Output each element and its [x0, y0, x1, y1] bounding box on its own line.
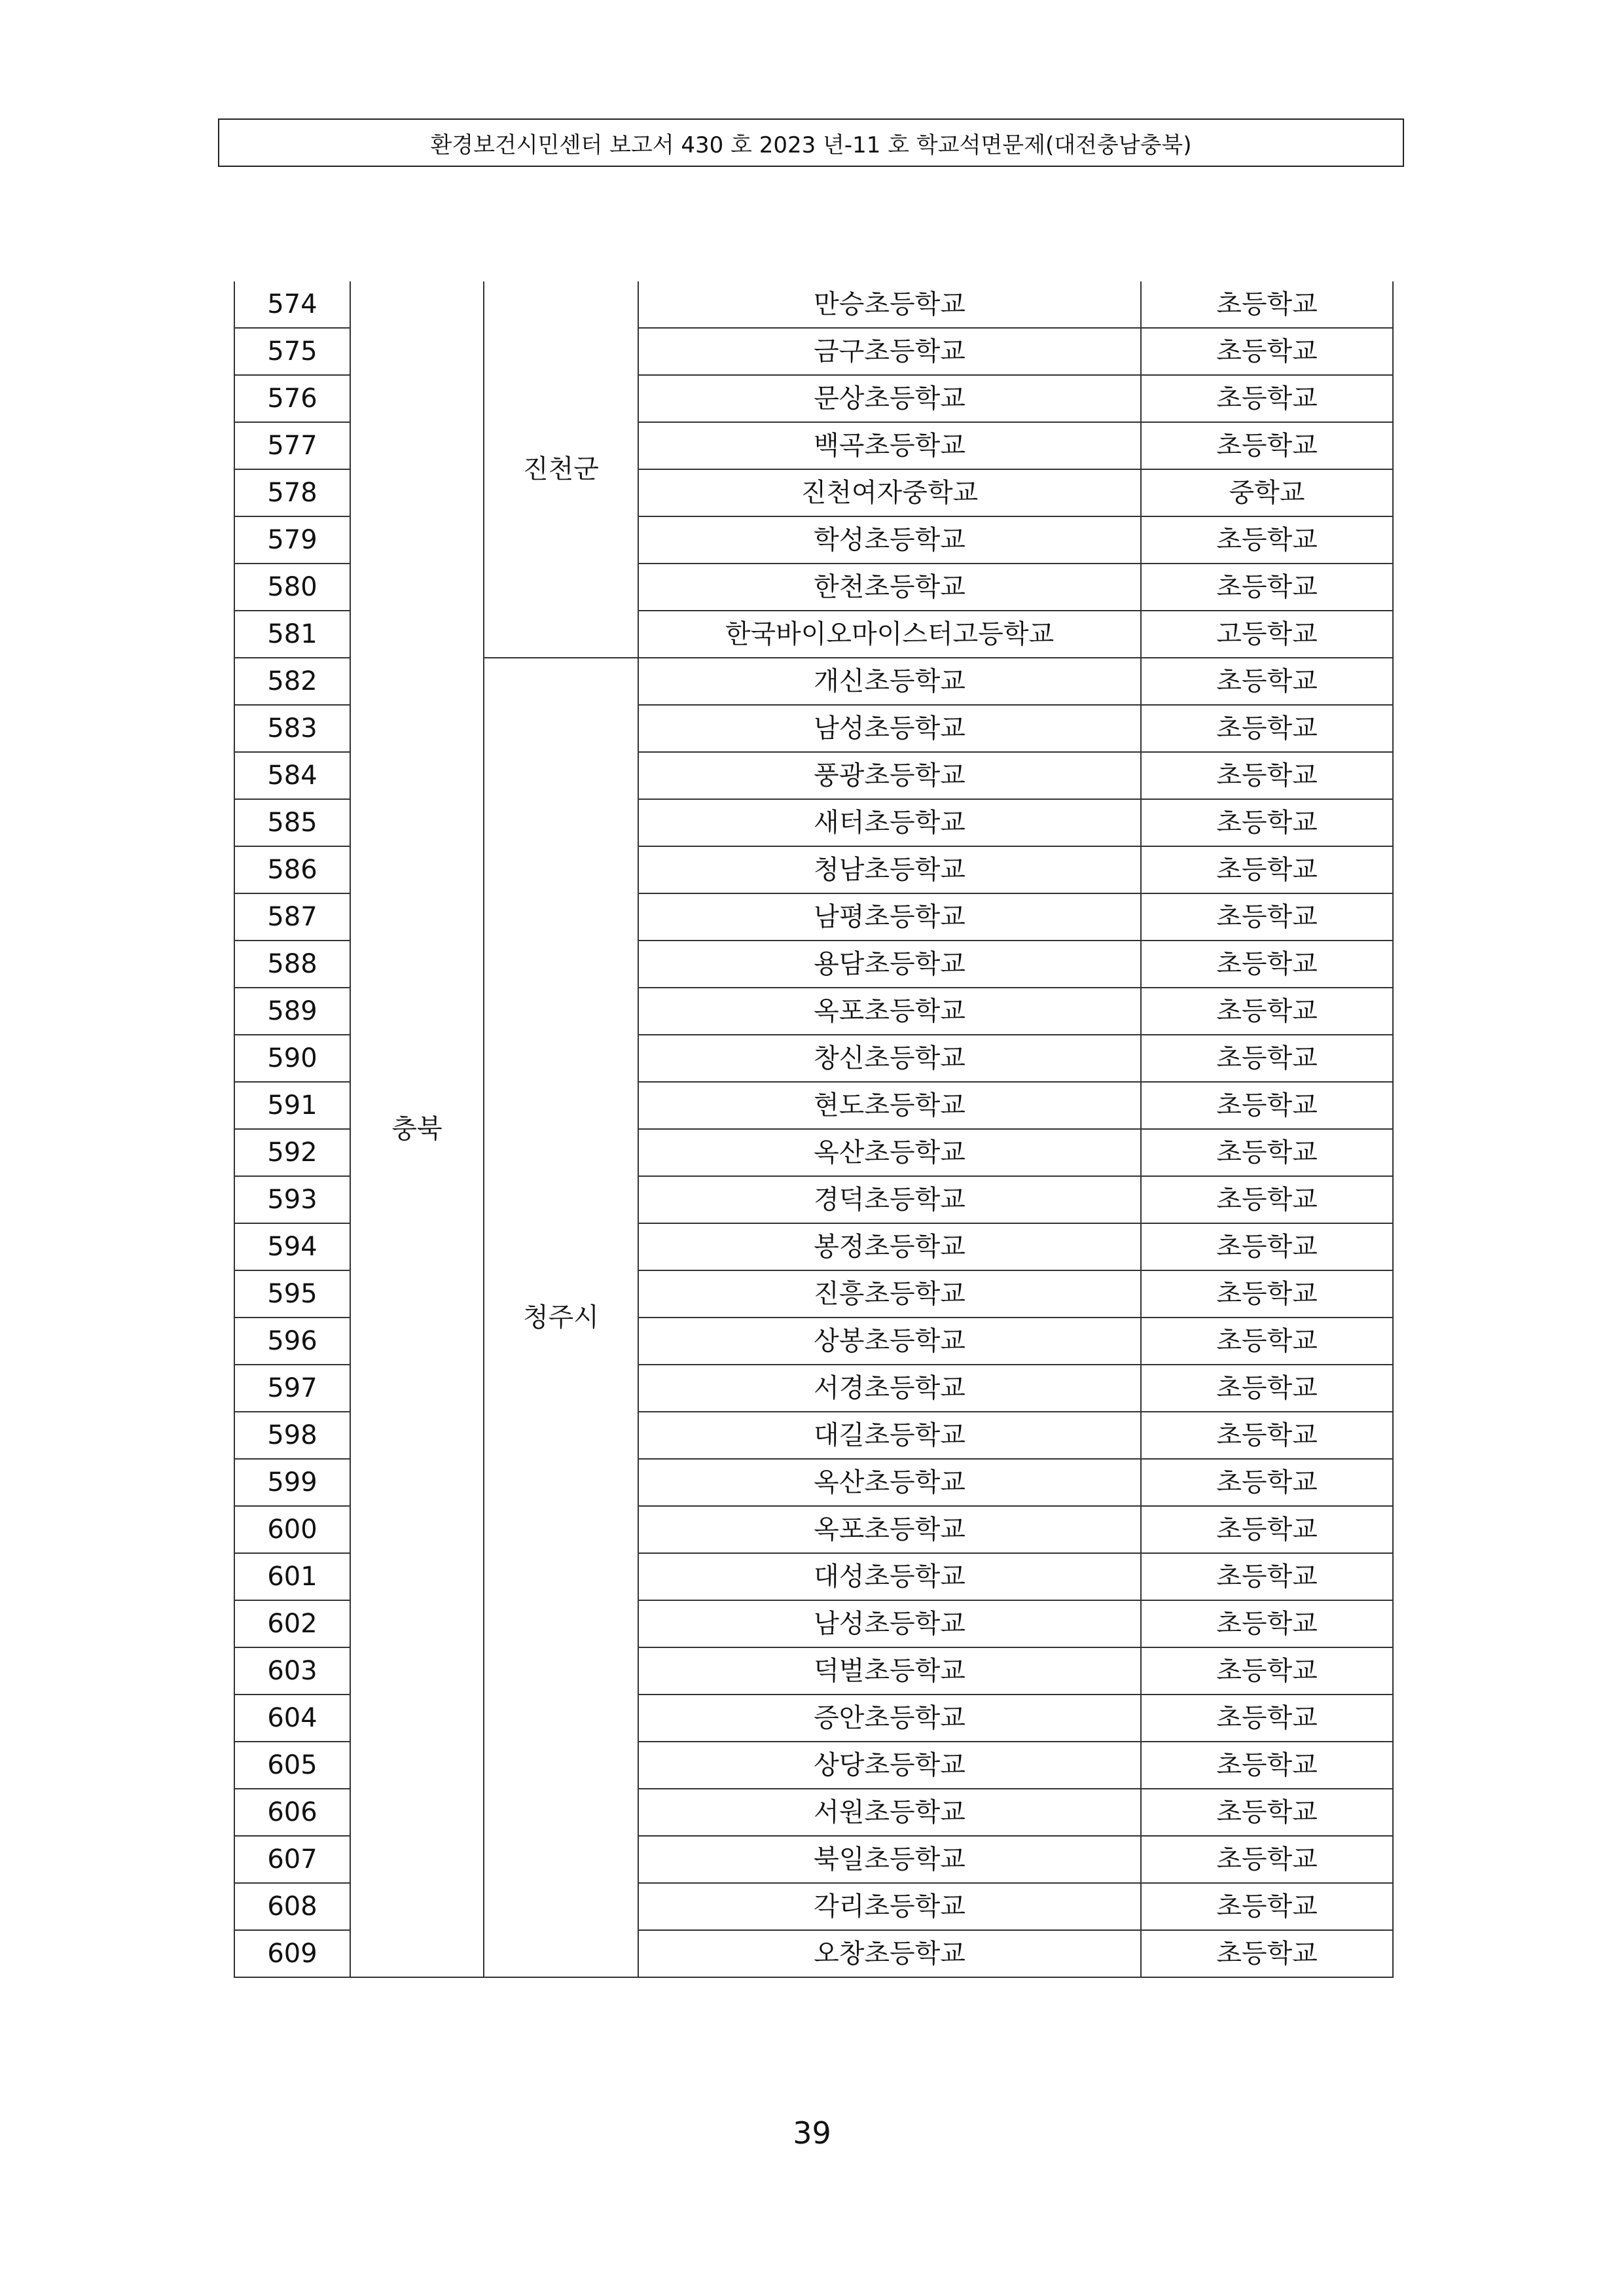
school-type-cell: 초등학교	[1141, 1223, 1393, 1270]
school-type-cell: 초등학교	[1141, 1836, 1393, 1883]
school-type-cell: 초등학교	[1141, 1365, 1393, 1412]
school-name-cell: 덕벌초등학교	[638, 1647, 1141, 1695]
school-name-cell: 한천초등학교	[638, 564, 1141, 611]
school-type-cell: 초등학교	[1141, 516, 1393, 564]
row-number-cell: 587	[234, 893, 350, 941]
school-type-cell: 초등학교	[1141, 658, 1393, 705]
school-name-cell: 증안초등학교	[638, 1695, 1141, 1742]
school-type-cell: 초등학교	[1141, 1930, 1393, 1977]
row-number-cell: 607	[234, 1836, 350, 1883]
school-name-cell: 옥포초등학교	[638, 988, 1141, 1035]
school-name-cell: 진흥초등학교	[638, 1270, 1141, 1318]
school-name-cell: 현도초등학교	[638, 1082, 1141, 1129]
row-number-cell: 606	[234, 1789, 350, 1836]
table-row	[234, 281, 1393, 328]
row-number-cell: 574	[234, 281, 350, 328]
row-number-cell: 578	[234, 469, 350, 516]
school-type-cell: 초등학교	[1141, 1883, 1393, 1930]
row-number-cell: 589	[234, 988, 350, 1035]
row-number-cell: 599	[234, 1459, 350, 1506]
school-name-cell: 각리초등학교	[638, 1883, 1141, 1930]
school-name-cell: 오창초등학교	[638, 1930, 1141, 1977]
school-type-cell: 초등학교	[1141, 1789, 1393, 1836]
row-number-cell: 580	[234, 564, 350, 611]
school-name-cell: 백곡초등학교	[638, 422, 1141, 469]
row-number-cell: 592	[234, 1129, 350, 1176]
school-type-cell: 초등학교	[1141, 1318, 1393, 1365]
row-number-cell: 594	[234, 1223, 350, 1270]
row-number-cell: 600	[234, 1506, 350, 1553]
page-number: 39	[793, 2115, 831, 2151]
school-name-cell: 남성초등학교	[638, 705, 1141, 752]
school-type-cell: 초등학교	[1141, 941, 1393, 988]
school-type-cell: 초등학교	[1141, 375, 1393, 422]
school-type-cell: 초등학교	[1141, 846, 1393, 893]
row-number-cell: 597	[234, 1365, 350, 1412]
school-type-cell: 초등학교	[1141, 281, 1393, 328]
school-name-cell: 만승초등학교	[638, 281, 1141, 328]
row-number-cell: 605	[234, 1742, 350, 1789]
school-type-cell: 초등학교	[1141, 422, 1393, 469]
school-name-cell: 상당초등학교	[638, 1742, 1141, 1789]
school-table	[234, 281, 1394, 1978]
school-name-cell: 경덕초등학교	[638, 1176, 1141, 1223]
row-number-cell: 593	[234, 1176, 350, 1223]
school-name-cell: 남평초등학교	[638, 893, 1141, 941]
school-type-cell: 초등학교	[1141, 1459, 1393, 1506]
row-number-cell: 586	[234, 846, 350, 893]
school-name-cell: 학성초등학교	[638, 516, 1141, 564]
school-name-cell: 금구초등학교	[638, 328, 1141, 375]
row-number-cell: 575	[234, 328, 350, 375]
school-name-cell: 옥산초등학교	[638, 1129, 1141, 1176]
school-name-cell: 풍광초등학교	[638, 752, 1141, 799]
row-number-cell: 608	[234, 1883, 350, 1930]
school-type-cell: 초등학교	[1141, 988, 1393, 1035]
school-name-cell: 개신초등학교	[638, 658, 1141, 705]
school-name-cell: 상봉초등학교	[638, 1318, 1141, 1365]
row-number-cell: 577	[234, 422, 350, 469]
school-type-cell: 초등학교	[1141, 328, 1393, 375]
school-type-cell: 초등학교	[1141, 1035, 1393, 1082]
school-name-cell: 서경초등학교	[638, 1365, 1141, 1412]
row-number-cell: 603	[234, 1647, 350, 1695]
row-number-cell: 581	[234, 611, 350, 658]
school-type-cell: 초등학교	[1141, 799, 1393, 846]
school-name-cell: 옥포초등학교	[638, 1506, 1141, 1553]
school-type-cell: 초등학교	[1141, 705, 1393, 752]
row-number-cell: 595	[234, 1270, 350, 1318]
report-header	[218, 118, 1404, 167]
row-number-cell: 585	[234, 799, 350, 846]
row-number-cell: 583	[234, 705, 350, 752]
row-number-cell: 576	[234, 375, 350, 422]
city-cell: 진천군	[484, 281, 638, 658]
school-type-cell: 초등학교	[1141, 1695, 1393, 1742]
school-type-cell: 중학교	[1141, 469, 1393, 516]
school-name-cell: 진천여자중학교	[638, 469, 1141, 516]
school-type-cell: 초등학교	[1141, 893, 1393, 941]
school-type-cell: 고등학교	[1141, 611, 1393, 658]
school-type-cell: 초등학교	[1141, 1412, 1393, 1459]
report-header-title: 환경보건시민센터 보고서 430 호 2023 년-11 호 학교석면문제(대전충남충북)	[430, 132, 1192, 158]
school-name-cell: 대성초등학교	[638, 1553, 1141, 1600]
school-name-cell: 새터초등학교	[638, 799, 1141, 846]
school-table-body	[234, 281, 1393, 1977]
school-type-cell: 초등학교	[1141, 1129, 1393, 1176]
row-number-cell: 604	[234, 1695, 350, 1742]
school-name-cell: 청남초등학교	[638, 846, 1141, 893]
school-type-cell: 초등학교	[1141, 1270, 1393, 1318]
school-name-cell: 북일초등학교	[638, 1836, 1141, 1883]
row-number-cell: 609	[234, 1930, 350, 1977]
city-cell: 청주시	[484, 658, 638, 1977]
school-name-cell: 용담초등학교	[638, 941, 1141, 988]
row-number-cell: 591	[234, 1082, 350, 1129]
school-type-cell: 초등학교	[1141, 1647, 1393, 1695]
school-name-cell: 봉정초등학교	[638, 1223, 1141, 1270]
school-type-cell: 초등학교	[1141, 1553, 1393, 1600]
row-number-cell: 602	[234, 1600, 350, 1647]
row-number-cell: 596	[234, 1318, 350, 1365]
row-number-cell: 590	[234, 1035, 350, 1082]
row-number-cell: 588	[234, 941, 350, 988]
school-type-cell: 초등학교	[1141, 1600, 1393, 1647]
school-type-cell: 초등학교	[1141, 1506, 1393, 1553]
school-name-cell: 문상초등학교	[638, 375, 1141, 422]
row-number-cell: 584	[234, 752, 350, 799]
school-type-cell: 초등학교	[1141, 1176, 1393, 1223]
school-name-cell: 옥산초등학교	[638, 1459, 1141, 1506]
school-type-cell: 초등학교	[1141, 564, 1393, 611]
school-name-cell: 한국바이오마이스터고등학교	[638, 611, 1141, 658]
row-number-cell: 601	[234, 1553, 350, 1600]
row-number-cell: 598	[234, 1412, 350, 1459]
school-name-cell: 대길초등학교	[638, 1412, 1141, 1459]
school-type-cell: 초등학교	[1141, 1082, 1393, 1129]
row-number-cell: 579	[234, 516, 350, 564]
school-name-cell: 남성초등학교	[638, 1600, 1141, 1647]
school-type-cell: 초등학교	[1141, 1742, 1393, 1789]
row-number-cell: 582	[234, 658, 350, 705]
school-name-cell: 창신초등학교	[638, 1035, 1141, 1082]
school-name-cell: 서원초등학교	[638, 1789, 1141, 1836]
school-type-cell: 초등학교	[1141, 752, 1393, 799]
province-cell: 충북	[350, 281, 484, 1977]
